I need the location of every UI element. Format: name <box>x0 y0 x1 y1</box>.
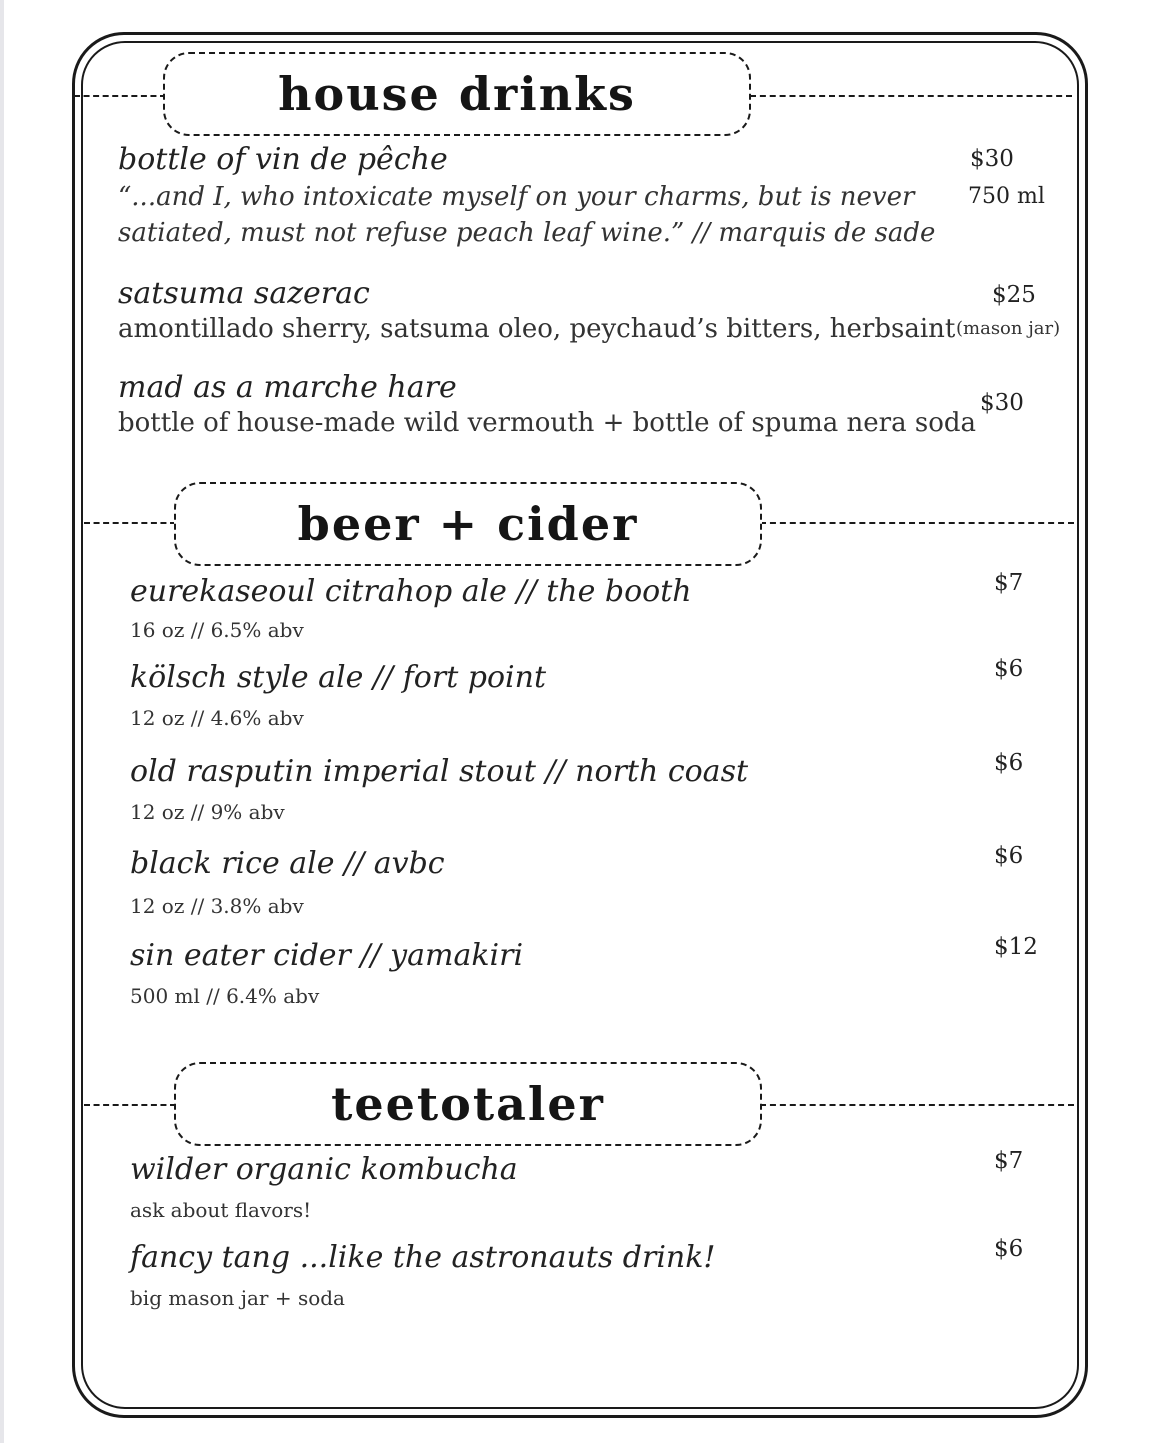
item-details: big mason jar + soda <box>130 1286 345 1310</box>
item-name-kombucha: wilder organic kombucha <box>130 1152 518 1187</box>
item-details: ask about flavors! <box>130 1198 312 1222</box>
item-name-vin-de-peche: bottle of vin de pêche <box>118 142 448 177</box>
heading-rule-left <box>84 522 176 524</box>
item-name-satsuma-sazerac: satsuma sazerac <box>118 276 370 311</box>
item-price: $6 <box>994 750 1024 776</box>
item-price: $6 <box>994 656 1024 682</box>
section-heading-teetotaler <box>174 1062 762 1146</box>
heading-rule-left <box>74 95 166 97</box>
item-description: amontillado sherry, satsuma oleo, peychaud’s bitters, herbsaint <box>118 314 956 344</box>
item-price: $6 <box>994 843 1024 869</box>
section-heading-house-drinks <box>163 52 751 136</box>
section-heading-beer-cider <box>174 482 762 566</box>
heading-rule-right <box>760 522 1074 524</box>
item-name-sin-eater-cider: sin eater cider // yamakiri <box>130 938 524 973</box>
item-details: 12 oz // 9% abv <box>130 800 285 824</box>
section-title: beer + cider <box>297 497 639 551</box>
heading-rule-right <box>750 95 1072 97</box>
item-price: $7 <box>994 570 1024 596</box>
item-price: $6 <box>994 1236 1024 1262</box>
page-edge <box>0 0 4 1443</box>
item-details: 12 oz // 3.8% abv <box>130 894 304 918</box>
item-details: 500 ml // 6.4% abv <box>130 984 320 1008</box>
item-price: $12 <box>994 934 1038 960</box>
item-details: 12 oz // 4.6% abv <box>130 706 304 730</box>
item-name-old-rasputin: old rasputin imperial stout // north coast <box>130 754 749 789</box>
item-name-fancy-tang: fancy tang ...like the astronauts drink! <box>130 1240 716 1275</box>
item-name-eurekaseoul: eurekaseoul citrahop ale // the booth <box>130 574 692 609</box>
section-title: house drinks <box>278 67 636 121</box>
item-details: 16 oz // 6.5% abv <box>130 618 304 642</box>
section-title: teetotaler <box>331 1077 605 1131</box>
item-price-note: (mason jar) <box>956 318 1061 339</box>
item-name-black-rice-ale: black rice ale // avbc <box>130 846 445 881</box>
item-price-note: 750 ml <box>968 184 1045 209</box>
item-price: $25 <box>992 282 1036 308</box>
heading-rule-left <box>84 1104 176 1106</box>
item-name-mad-as-a-marche-hare: mad as a marche hare <box>118 370 457 405</box>
item-price: $30 <box>980 390 1024 416</box>
item-price: $7 <box>994 1148 1024 1174</box>
item-quote-line-1: “...and I, who intoxicate myself on your charms, but is never <box>118 182 915 212</box>
item-description: bottle of house-made wild vermouth + bottle of spuma nera soda <box>118 408 976 438</box>
heading-rule-right <box>760 1104 1074 1106</box>
item-price: $30 <box>970 146 1014 172</box>
item-name-kolsch: kölsch style ale // fort point <box>130 660 547 695</box>
item-quote-line-2: satiated, must not refuse peach leaf wine.” // marquis de sade <box>118 218 936 248</box>
